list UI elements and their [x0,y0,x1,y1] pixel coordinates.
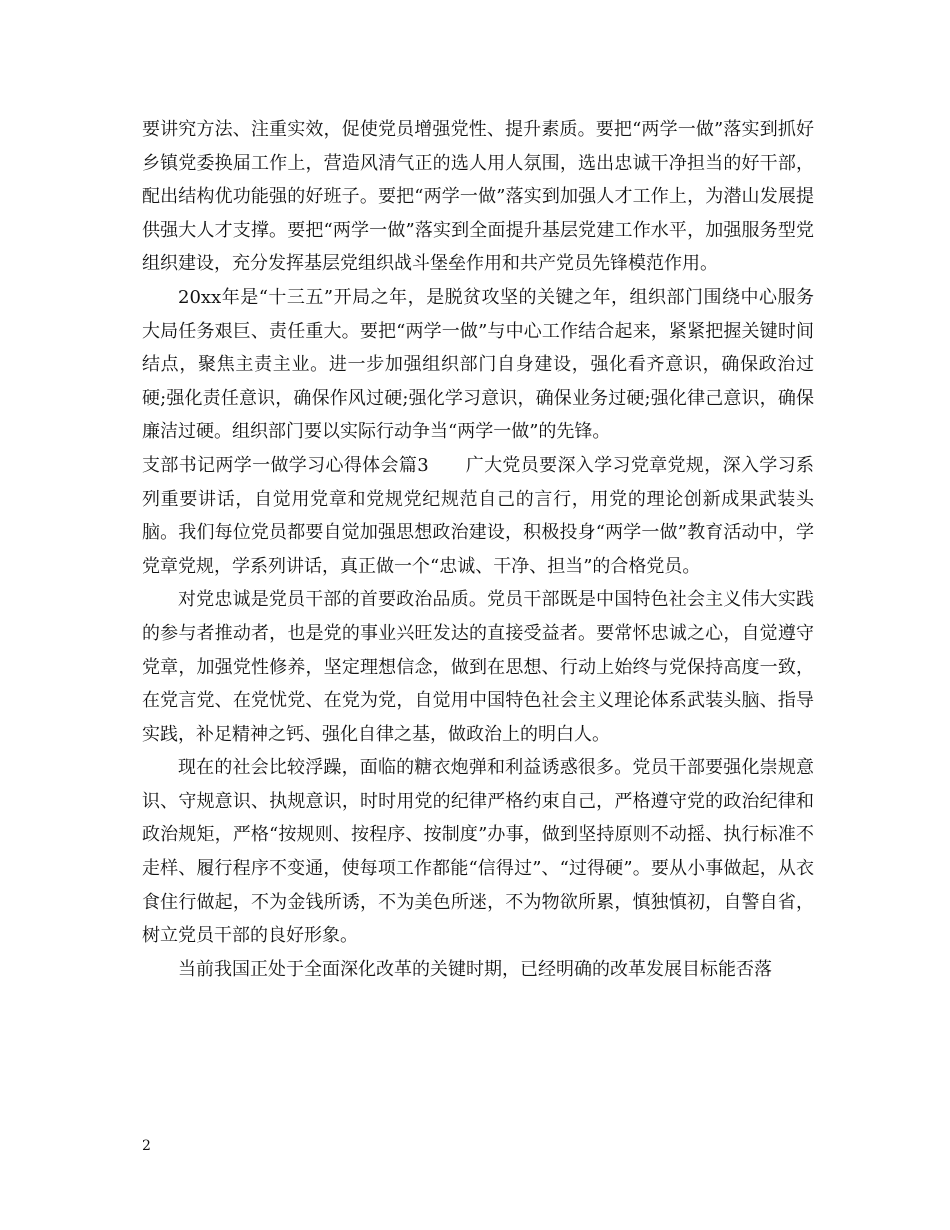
paragraph-5: 现在的社会比较浮躁，面临的糖衣炮弹和利益诱惑很多。党员干部要强化崇规意识、守规意识、执规意识，时时用党的纪律严格约束自己，严格遵守党的政治纪律和政治规矩，严格“按规则、按程序、按制度”办事，做到坚持原则不动摇、执行标准不走样、履行程序不变通，使每项工作都能“信得过”、“过得硬”。要从小事做起，从衣食住行做起，不为金钱所诱，不为美色所迷，不为物欲所累，慎独慎初，自警自省，树立党员干部的良好形象。 [142,757,814,947]
paragraph-4: 对党忠诚是党员干部的首要政治品质。党员干部既是中国特色社会主义伟大实践的参与者推动者，也是党的事业兴旺发达的直接受益者。要常怀忠诚之心，自觉遵守党章，加强党性修养，坚定理想信念，做到在思想、行动上始终与党保持高度一致，在党言党、在党忧党、在党为党，自觉用中国特色社会主义理论体系武装头脑、指导实践，补足精神之钙、强化自律之基，做政治上的明白人。 [142,589,814,745]
paragraph-3: 支部书记两学一做学习心得体会篇3 广大党员要深入学习党章党规，深入学习系列重要讲话，自觉用党章和党规党纪规范自己的言行，用党的理论创新成果武装头脑。我们每位党员都要自觉加强思想政治建设，积极投身“两学一做”教育活动中，学党章党规，学系列讲话，真正做一个“忠诚、干净、担当”的合格党员。 [142,454,814,577]
paragraph-1: 要讲究方法、注重实效，促使党员增强党性、提升素质。要把“两学一做”落实到抓好乡镇党委换届工作上，营造风清气正的选人用人氛围，选出忠诚干净担当的好干部，配出结构优功能强的好班子。要把“两学一做”落实到加强人才工作上，为潜山发展提供强大人才支撑。要把“两学一做”落实到全面提升基层党建工作水平，加强服务型党组织建设，充分发挥基层党组织战斗堡垒作用和共产党员先锋模范作用。 [142,119,814,275]
paragraph-2: 20xx年是“十三五”开局之年，是脱贫攻坚的关键之年，组织部门围绕中心服务大局任务艰巨、责任重大。要把“两学一做”与中心工作结合起来，紧紧把握关键时间结点，聚焦主责主业。进一步加强组织部门自身建设，强化看齐意识，确保政治过硬;强化责任意识，确保作风过硬;强化学习意识，确保业务过硬;强化律己意识，确保廉洁过硬。组织部门要以实际行动争当“两学一做”的先锋。 [142,286,814,443]
document-body [142,113,814,986]
page-number: 2 [142,1138,151,1154]
paragraph-6: 当前我国正处于全面深化改革的关键时期，已经明确的改革发展目标能否落 [178,958,772,980]
